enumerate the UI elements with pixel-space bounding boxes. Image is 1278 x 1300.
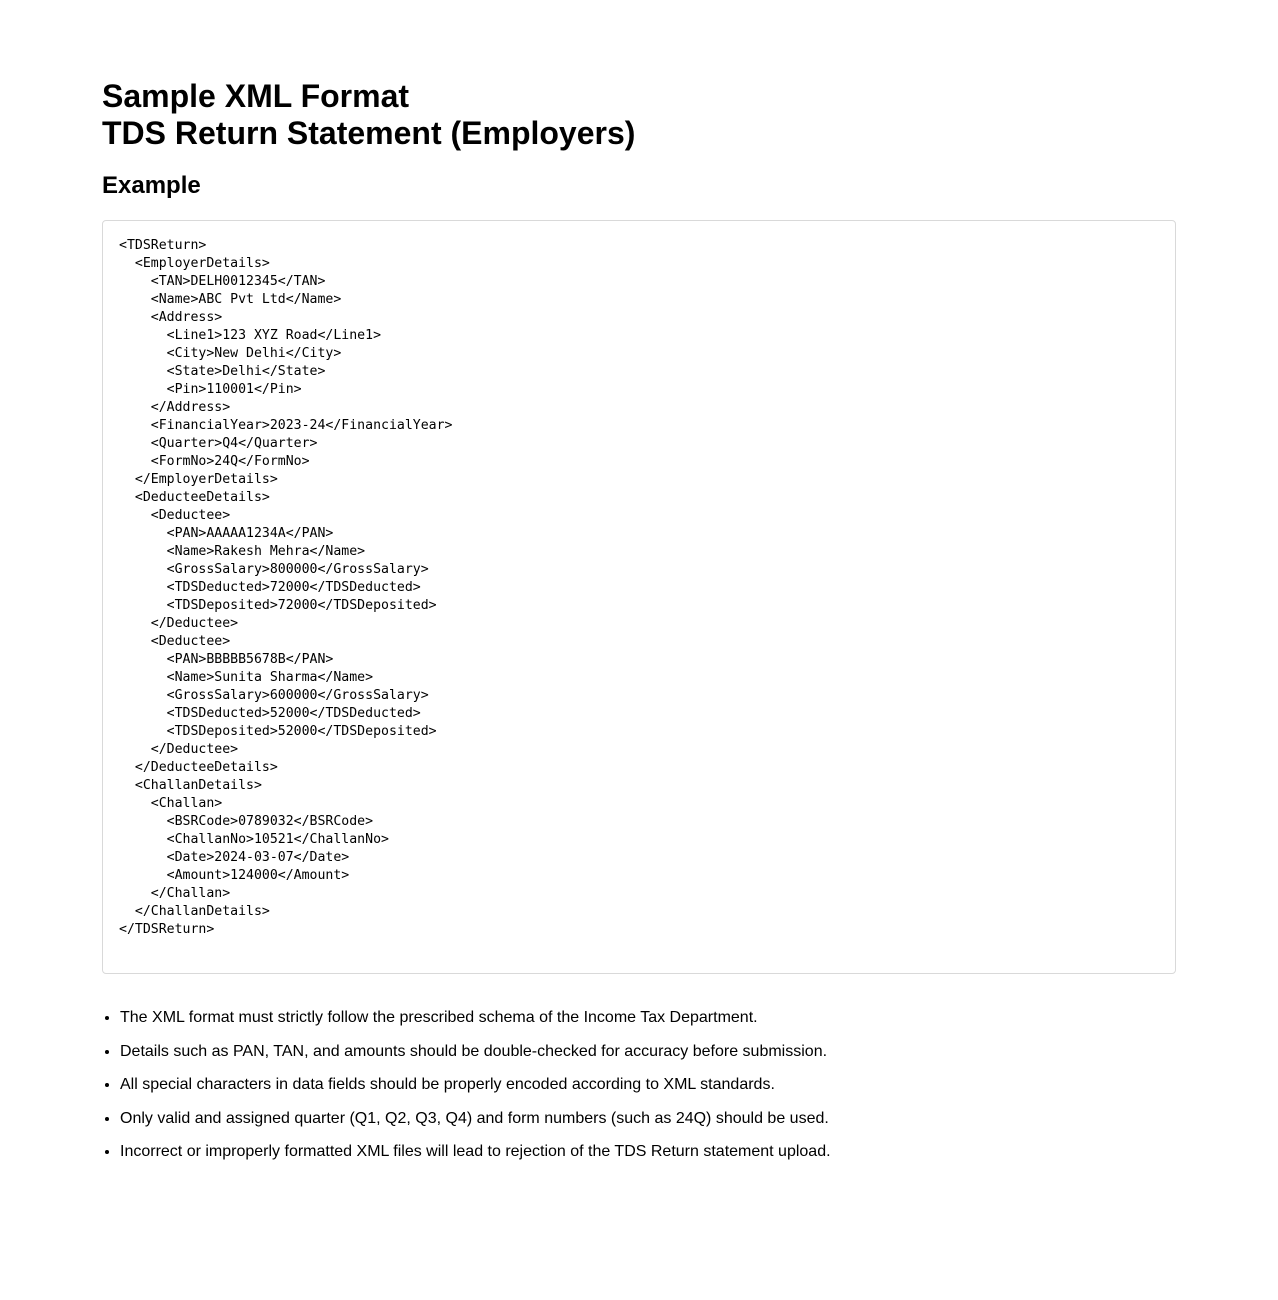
list-item: • The XML format must strictly follow the prescribed schema of the Income Tax Department. <box>120 1008 1176 1027</box>
document-page <box>102 78 1176 1176</box>
example-heading: Example <box>102 172 201 199</box>
page-title <box>102 78 1176 152</box>
list-item: • Details such as PAN, TAN, and amounts should be double-checked for accuracy before submission. <box>120 1042 1176 1061</box>
list-item: • All special characters in data fields should be properly encoded according to XML standards. <box>120 1075 1176 1094</box>
title-line-1: Sample XML Format <box>102 78 410 114</box>
title-line-2: TDS Return Statement (Employers) <box>102 115 636 151</box>
list-item: • Incorrect or improperly formatted XML files will lead to rejection of the TDS Return statement upload. <box>120 1142 1176 1161</box>
xml-code-sample: <TDSReturn> <EmployerDetails> <TAN>DELH0012345</TAN> <Name>ABC Pvt Ltd</Name> <Address> <Line1>123 XYZ Road</Line1> <City>New Delhi</City> <State>Delhi</State> <Pin>110001</Pin> </Address> <FinancialYear>2023-24</FinancialYear> <Quarter>Q4</Quarter> <FormNo>24Q</FormNo> </EmployerDetails> <DeducteeDetails> <Deductee> <PAN>AAAAA1234A</PAN> <Name>Rakesh Mehra</Name> <GrossSalary>800000</GrossSalary> <TDSDeducted>72000</TDSDeducted> <TDSDeposited>72000</TDSDeposited> </Deductee> <Deductee> <PAN>BBBBB5678B</PAN> <Name>Sunita Sharma</Name> <GrossSalary>600000</GrossSalary> <TDSDeducted>52000</TDSDeducted> <TDSDeposited>52000</TDSDeposited> </Deductee> </DeducteeDetails> <ChallanDetails> <Challan> <BSRCode>0789032</BSRCode> <ChallanNo>10521</ChallanNo> <Date>2024-03-07</Date> <Amount>124000</Amount> </Challan> </ChallanDetails> </TDSReturn> <box>119 238 453 937</box>
list-item: • Only valid and assigned quarter (Q1, Q2, Q3, Q4) and form numbers (such as 24Q) should be used. <box>120 1109 1176 1128</box>
notes-list <box>102 1008 1176 1161</box>
code-example-box <box>102 220 1176 974</box>
